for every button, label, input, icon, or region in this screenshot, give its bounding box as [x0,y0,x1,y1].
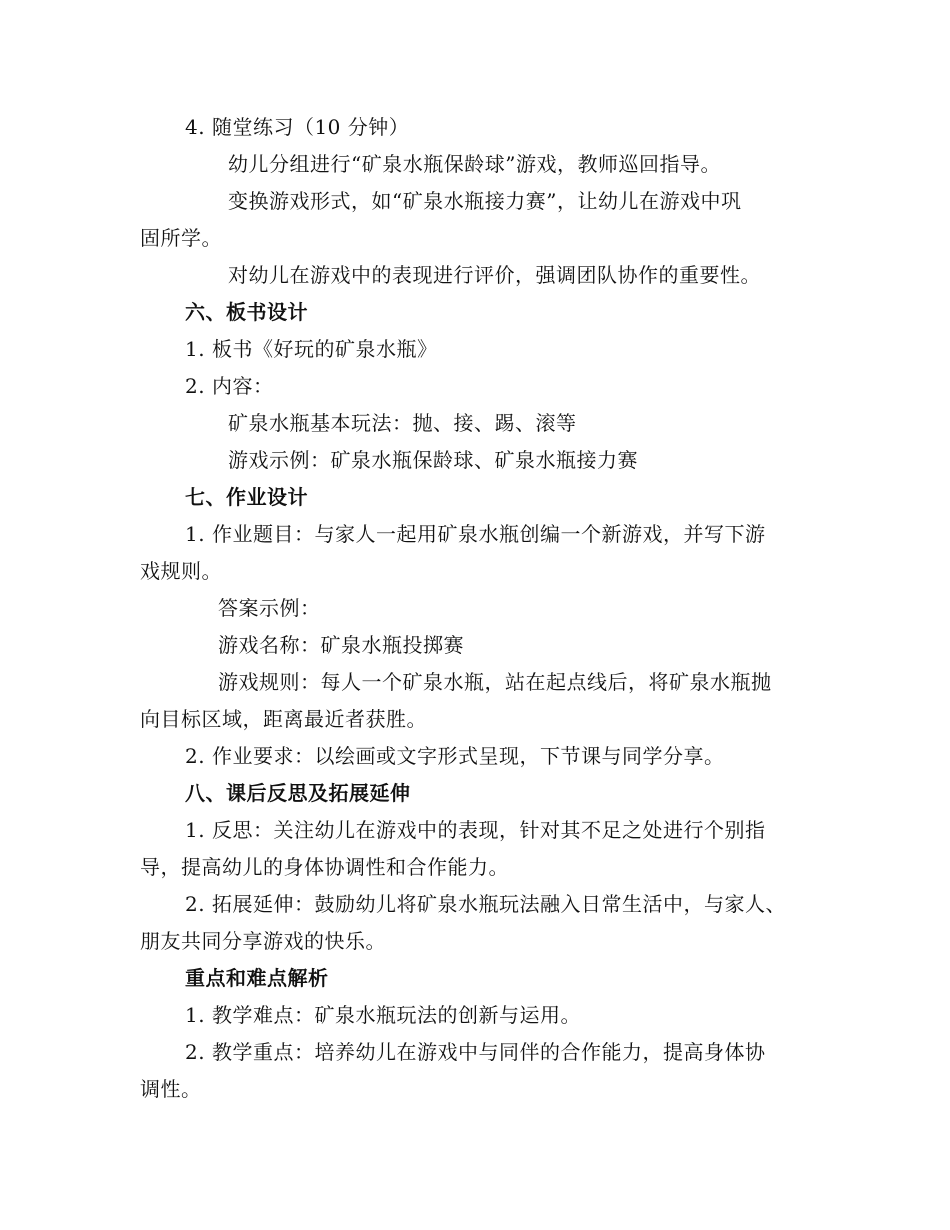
answer-example-label: 答案示例： [218,596,321,620]
board-item-title: 1. 板书《好玩的矿泉水瓶》 [185,337,438,361]
practice-item-variation: 变换游戏形式，如“矿泉水瓶接力赛”，让幼儿在游戏中巩 [228,189,742,213]
section-heading-homework: 七、作业设计 [185,485,308,509]
answer-game-rules-cont: 向目标区域，距离最近者获胜。 [140,707,427,731]
extension-item: 2. 拓展延伸：鼓励幼儿将矿泉水瓶玩法融入日常生活中，与家人、 [185,892,786,916]
practice-heading: 4. 随堂练习（10 分钟） [185,115,410,139]
reflection-item-cont: 导，提高幼儿的身体协调性和合作能力。 [140,855,509,879]
board-item-content: 2. 内容： [185,374,274,398]
section-heading-board-design: 六、板书设计 [185,300,308,324]
answer-game-name: 游戏名称：矿泉水瓶投掷赛 [218,633,464,657]
board-content-examples: 游戏示例：矿泉水瓶保龄球、矿泉水瓶接力赛 [228,448,638,472]
practice-item-evaluation: 对幼儿在游戏中的表现进行评价，强调团队协作的重要性。 [228,263,761,287]
homework-item-topic: 1. 作业题目：与家人一起用矿泉水瓶创编一个新游戏，并写下游 [185,522,766,546]
answer-game-rules: 游戏规则：每人一个矿泉水瓶，站在起点线后，将矿泉水瓶抛 [218,670,772,694]
section-heading-reflection: 八、课后反思及拓展延伸 [185,781,411,805]
homework-item-requirement: 2. 作业要求：以绘画或文字形式呈现，下节课与同学分享。 [185,744,725,768]
homework-item-topic-cont: 戏规则。 [140,559,222,583]
extension-item-cont: 朋友共同分享游戏的快乐。 [140,929,386,953]
key-focus-item: 2. 教学重点：培养幼儿在游戏中与同伴的合作能力，提高身体协 [185,1040,766,1064]
practice-item-variation-cont: 固所学。 [140,226,222,250]
board-content-basic: 矿泉水瓶基本玩法：抛、接、踢、滚等 [228,411,577,435]
section-heading-key-points: 重点和难点解析 [185,966,329,990]
reflection-item: 1. 反思：关注幼儿在游戏中的表现，针对其不足之处进行个别指 [185,818,766,842]
key-difficulty-item: 1. 教学难点：矿泉水瓶玩法的创新与运用。 [185,1003,581,1027]
key-focus-item-cont: 调性。 [140,1077,202,1101]
practice-item-group-game: 幼儿分组进行“矿泉水瓶保龄球”游戏，教师巡回指导。 [228,152,721,176]
